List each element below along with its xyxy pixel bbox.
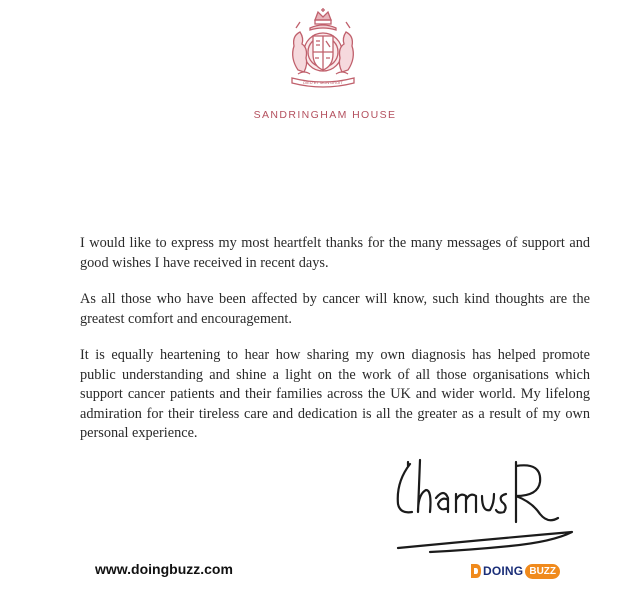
- royal-coat-of-arms-icon: [282, 6, 364, 92]
- doingbuzz-logo[interactable]: [470, 562, 560, 580]
- website-url[interactable]: www.doingbuzz.com: [95, 561, 233, 577]
- signature: [390, 452, 580, 567]
- letter-paragraph: I would like to express my most heartfelt thanks for the many messages of support and good wishes I have received in recent days.: [80, 235, 590, 271]
- letter-body: [80, 234, 590, 461]
- crest-motto: DIEU ET MON DROIT: [303, 80, 343, 85]
- logo-text-primary: DOING: [483, 564, 524, 578]
- letter-paragraph: It is equally heartening to hear how sharing my own diagnosis has helped promote public understanding and shine a light on the work of all those organisations which support cancer patients and their families across the UK and wider world. My lifelong admiration for their tireless care and dedication is all the greater as a result of my own personal experience.: [80, 347, 590, 441]
- logo-text-secondary: BUZZ: [525, 564, 560, 579]
- letterhead-title: SANDRINGHAM HOUSE: [253, 109, 397, 121]
- doingbuzz-d-icon: [470, 563, 482, 579]
- letter-paragraph: As all those who have been affected by cancer will know, such kind thoughts are the greatest comfort and encouragement.: [80, 291, 590, 327]
